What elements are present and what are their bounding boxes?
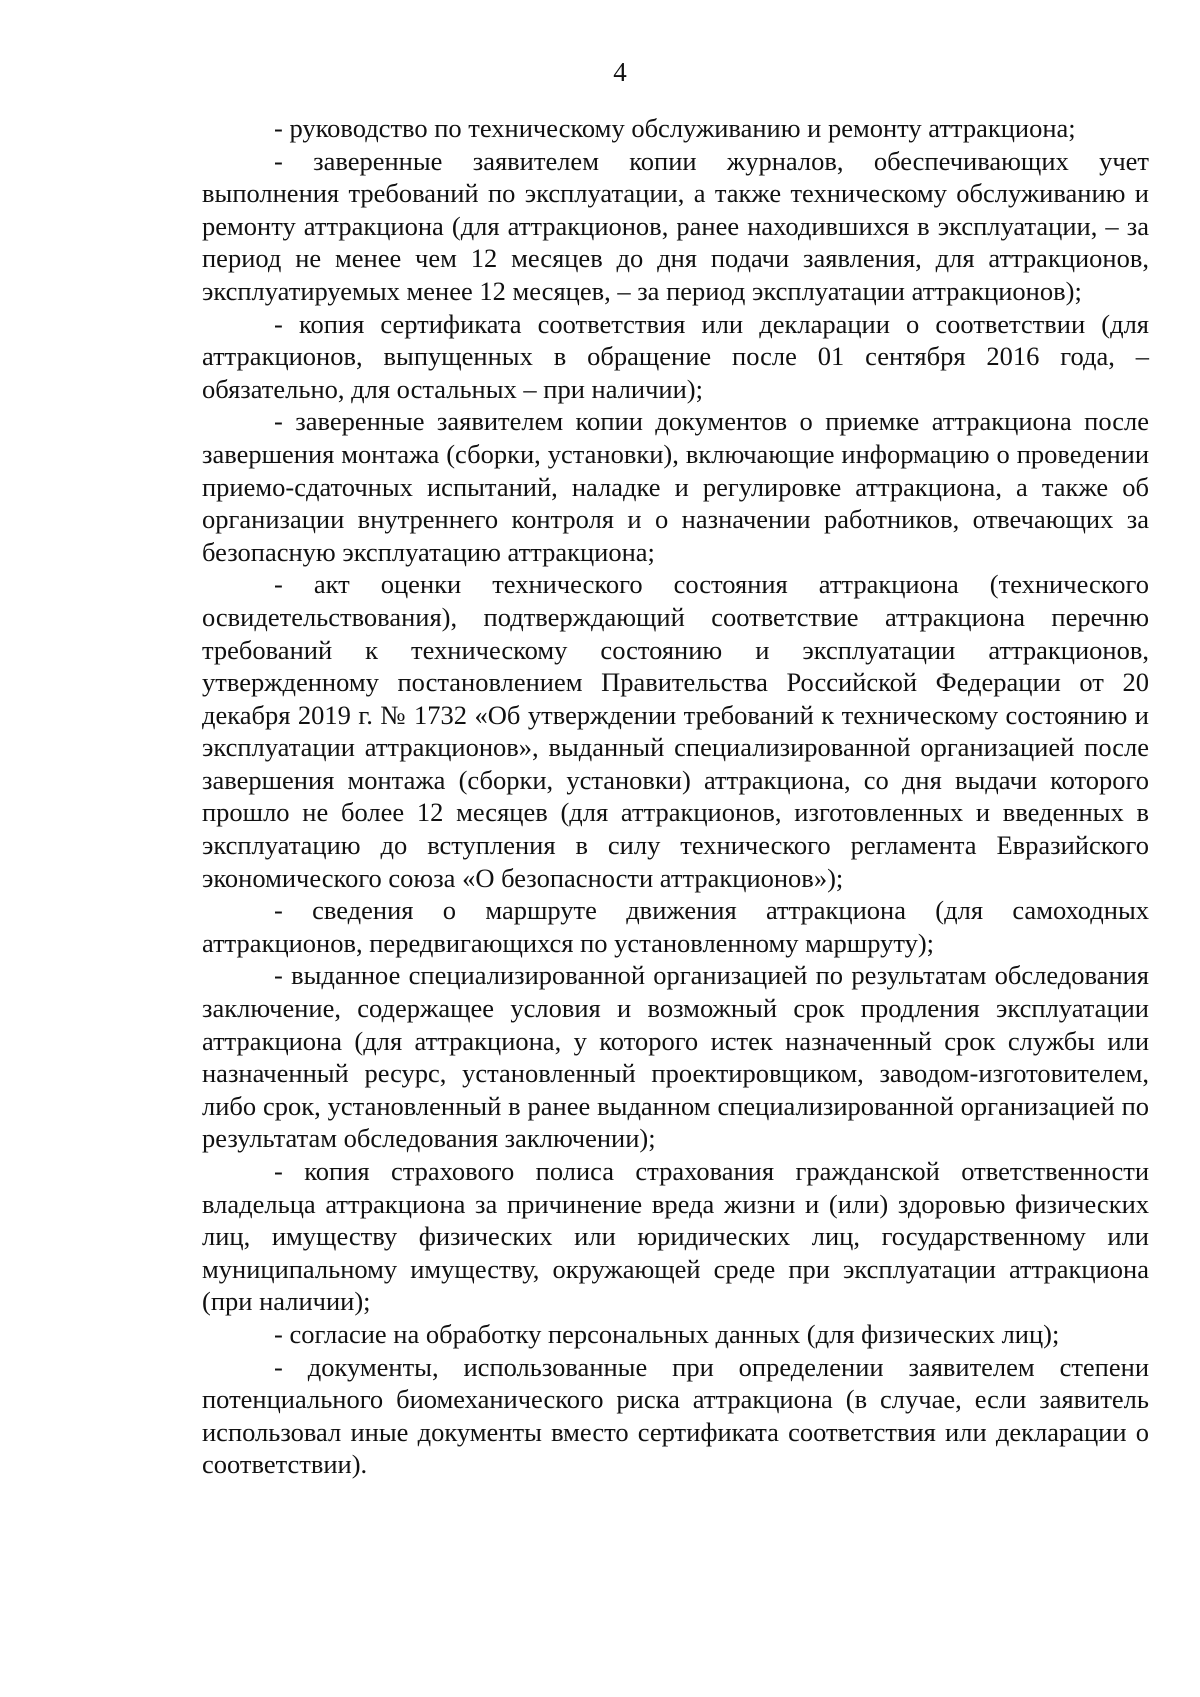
list-item: - акт оценки технического состояния аттракциона (технического освидетельствования), подтверждающий соответствие аттракциона перечню требований к техническому состоянию и эксплуатации аттракционов, утвержденному постановлением Правительства Российской Федерации от 20 декабря 2019 г. № 1732 «Об утверждении требований к техническому состоянию и эксплуатации аттракционов», выданный специализированной организацией после завершения монтажа (сборки, установки) аттракциона, со дня выдачи которого прошло не более 12 месяцев (для аттракционов, изготовленных и введенных в эксплуатацию до вступления в силу технического регламента Евразийского экономического союза «О безопасности аттракционов»);	[202, 569, 1149, 893]
list-item: - документы, использованные при определении заявителем степени потенциального биомеханического риска аттракциона (в случае, если заявитель использовал иные документы вместо сертификата соответствия или декларации о соответствии).	[202, 1351, 1149, 1480]
list-item: - выданное специализированной организацией по результатам обследования заключение, содержащее условия и возможный срок продления эксплуатации аттракциона (для аттракциона, у которого истек назначенный срок службы или назначенный ресурс, установленный проектировщиком, заводом-изготовителем, либо срок, установленный в ранее выданном специализированной организацией по результатам обследования заключении);	[202, 960, 1149, 1154]
document-body	[202, 112, 1149, 1481]
list-item: - копия страхового полиса страхования гражданской ответственности владельца аттракциона за причинение вреда жизни и (или) здоровью физических лиц, имуществу физических или юридических лиц, государственному или муниципальному имуществу, окружающей среде при эксплуатации аттракциона (при наличии);	[202, 1156, 1149, 1317]
list-item: - согласие на обработку персональных данных (для физических лиц);	[274, 1318, 1060, 1349]
list-item: - копия сертификата соответствия или декларации о соответствии (для аттракционов, выпущенных в обращение после 01 сентября 2016 года, – обязательно, для остальных – при наличии);	[202, 308, 1149, 404]
list-item: - сведения о маршруте движения аттракциона (для самоходных аттракционов, передвигающихся по установленному маршруту);	[202, 895, 1149, 958]
list-item: - заверенные заявителем копии документов о приемке аттракциона после завершения монтажа (сборки, установки), включающие информацию о проведении приемо-сдаточных испытаний, наладке и регулировке аттракциона, а также об организации внутреннего контроля и о назначении работников, отвечающих за безопасную эксплуатацию аттракциона;	[202, 406, 1149, 567]
page-number: 4	[613, 57, 627, 87]
list-item: - руководство по техническому обслуживанию и ремонту аттракциона;	[274, 113, 1076, 143]
list-item: - заверенные заявителем копии журналов, обеспечивающих учет выполнения требований по эксплуатации, а также техническому обслуживанию и ремонту аттракциона (для аттракционов, ранее находившихся в эксплуатации, – за период не менее чем 12 месяцев до дня подачи заявления, для аттракционов, эксплуатируемых менее 12 месяцев, – за период эксплуатации аттракционов);	[202, 145, 1149, 306]
